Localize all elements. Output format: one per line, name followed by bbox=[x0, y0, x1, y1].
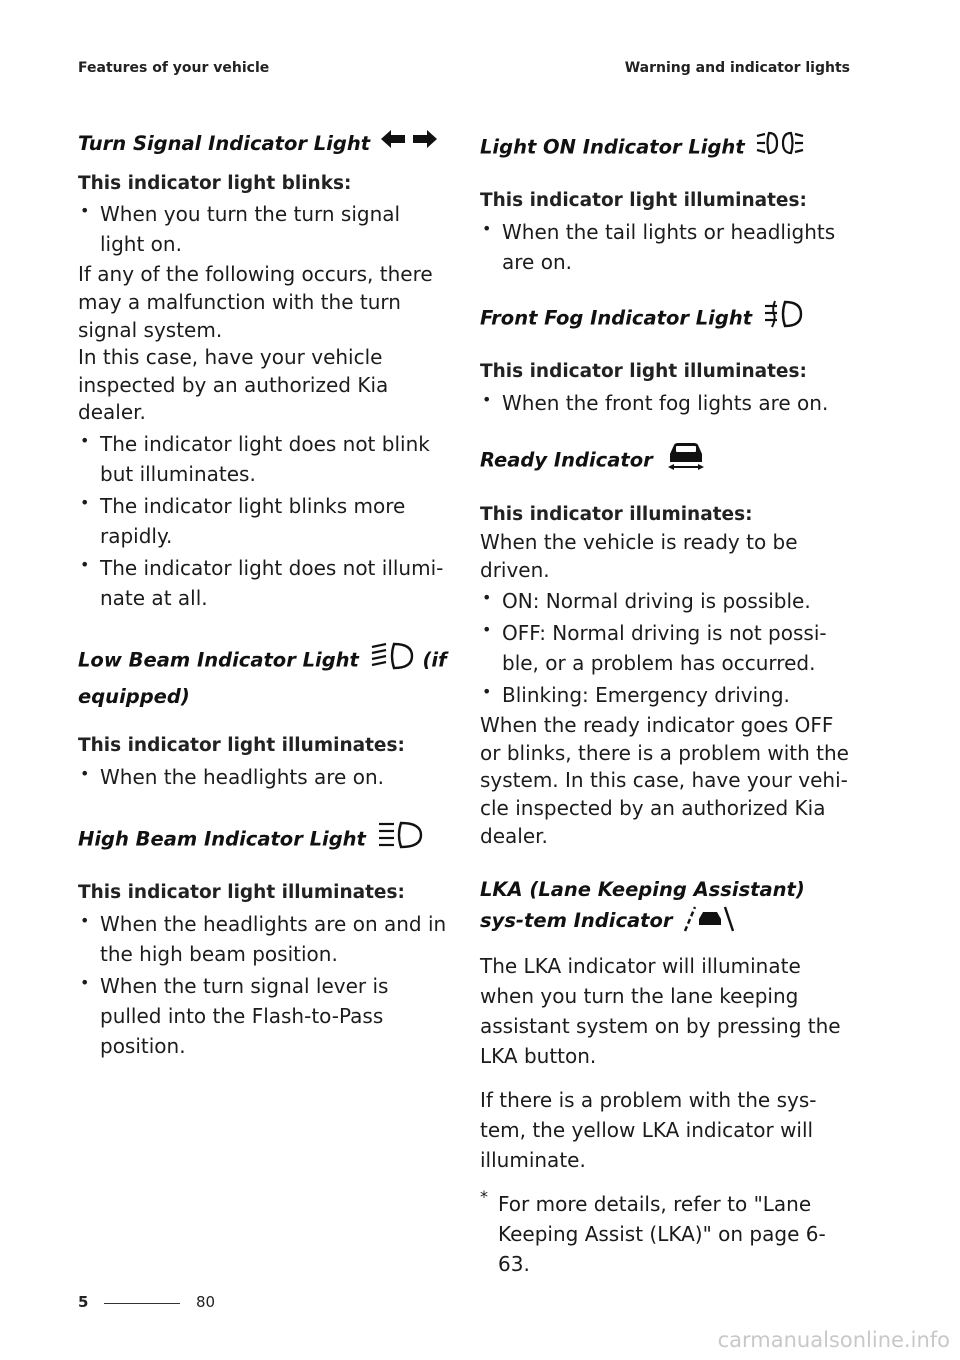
lka-note bbox=[480, 1186, 850, 1279]
page-number: 80 bbox=[196, 1293, 216, 1311]
high-beam-list bbox=[78, 909, 448, 1061]
ready-car-icon bbox=[664, 440, 708, 482]
low-beam-subtitle: This indicator light illuminates: bbox=[78, 735, 405, 757]
high-beam-title: High Beam Indicator Light bbox=[78, 827, 366, 851]
high-beam-heading bbox=[78, 820, 448, 860]
low-beam-heading bbox=[78, 641, 448, 713]
turn-signal-para-2: In this case, have your vehicle inspected by an authorized Kia dealer. bbox=[78, 345, 389, 425]
list-item: • When the headlights are on. bbox=[80, 764, 384, 790]
list-item: • ON: Normal driving is possible. bbox=[482, 588, 811, 614]
turn-signal-para-1: If any of the following occurs, there may a malfunction with the turn signal system. bbox=[78, 262, 433, 342]
chapter-number: 5 bbox=[78, 1293, 89, 1311]
note-asterisk: * bbox=[480, 1186, 488, 1206]
ready-heading bbox=[480, 440, 850, 482]
list-item: • When you turn the turn signal light on. bbox=[80, 201, 401, 257]
header-page-topic: Warning and indicator lights bbox=[624, 60, 850, 76]
lka-para-1: The LKA indicator will illuminate when you turn the lane keeping assistant system on by pressing the LKA button. bbox=[480, 953, 841, 1068]
tail-light-icon bbox=[755, 128, 805, 168]
turn-signal-malfunction-list bbox=[78, 429, 448, 613]
light-on-heading bbox=[480, 128, 850, 168]
high-beam-icon bbox=[377, 820, 423, 860]
list-item: • When the headlights are on and in the high beam position. bbox=[80, 911, 447, 967]
ready-title: Ready Indicator bbox=[480, 448, 653, 472]
list-item: • The indicator light blinks more rapidly. bbox=[80, 492, 406, 548]
ready-subtitle: This indicator illuminates: bbox=[480, 504, 753, 526]
turn-signal-heading bbox=[78, 128, 448, 161]
list-item: • When the front fog lights are on. bbox=[482, 389, 829, 415]
low-beam-icon bbox=[370, 641, 416, 681]
list-item: • When the turn signal lever is pulled into the Flash-to-Pass position. bbox=[80, 973, 389, 1059]
light-on-subtitle: This indicator light illuminates: bbox=[480, 190, 807, 212]
light-on-list bbox=[480, 217, 850, 277]
turn-signal-list bbox=[78, 199, 448, 259]
list-item: • The indicator light does not blink but illuminates. bbox=[80, 430, 430, 486]
front-fog-subtitle: This indicator light illuminates: bbox=[480, 361, 807, 383]
low-beam-title: Low Beam Indicator Light bbox=[78, 648, 359, 672]
lka-note-text: For more details, refer to "Lane Keeping Assist (LKA)" on page 6-63. bbox=[498, 1191, 826, 1276]
left-column bbox=[78, 128, 448, 1063]
lane-keeping-icon bbox=[683, 903, 735, 940]
front-fog-icon bbox=[763, 299, 803, 339]
ready-para-2: When the ready indicator goes OFF or blinks, there is a problem with the system. In this case, have your vehi-cle inspected by an authorized Kia dealer. bbox=[480, 713, 849, 848]
low-beam-title-suffix: (if equipped) bbox=[78, 648, 447, 709]
lka-heading bbox=[480, 876, 850, 941]
list-item: • Blinking: Emergency driving. bbox=[482, 682, 790, 708]
front-fog-title: Front Fog Indicator Light bbox=[480, 306, 753, 330]
ready-list bbox=[480, 586, 850, 710]
right-column bbox=[480, 128, 850, 1279]
front-fog-list bbox=[480, 388, 850, 418]
ready-para: When the vehicle is ready to be driven. bbox=[480, 529, 798, 582]
header-section-title: Features of your vehicle bbox=[78, 60, 270, 76]
light-on-title: Light ON Indicator Light bbox=[480, 135, 745, 159]
turn-signal-arrows-icon bbox=[381, 128, 437, 160]
turn-signal-title: Turn Signal Indicator Light bbox=[78, 132, 371, 155]
low-beam-list bbox=[78, 762, 448, 792]
lka-title: LKA (Lane Keeping Assistant) sys-tem Indicator bbox=[480, 878, 805, 933]
turn-signal-subtitle: This indicator light blinks: bbox=[78, 172, 352, 194]
footer-divider bbox=[104, 1303, 180, 1304]
lka-para-2: If there is a problem with the sys-tem, the yellow LKA indicator will illuminate. bbox=[480, 1087, 817, 1172]
high-beam-subtitle: This indicator light illuminates: bbox=[78, 882, 405, 904]
list-item: • OFF: Normal driving is not possi-ble, or a problem has occurred. bbox=[482, 620, 827, 676]
watermark: carmanualsonline.info bbox=[717, 1328, 950, 1352]
list-item: • The indicator light does not illumi-nate at all. bbox=[80, 554, 444, 610]
front-fog-heading bbox=[480, 299, 850, 339]
list-item: • When the tail lights or headlights are on. bbox=[482, 218, 836, 274]
